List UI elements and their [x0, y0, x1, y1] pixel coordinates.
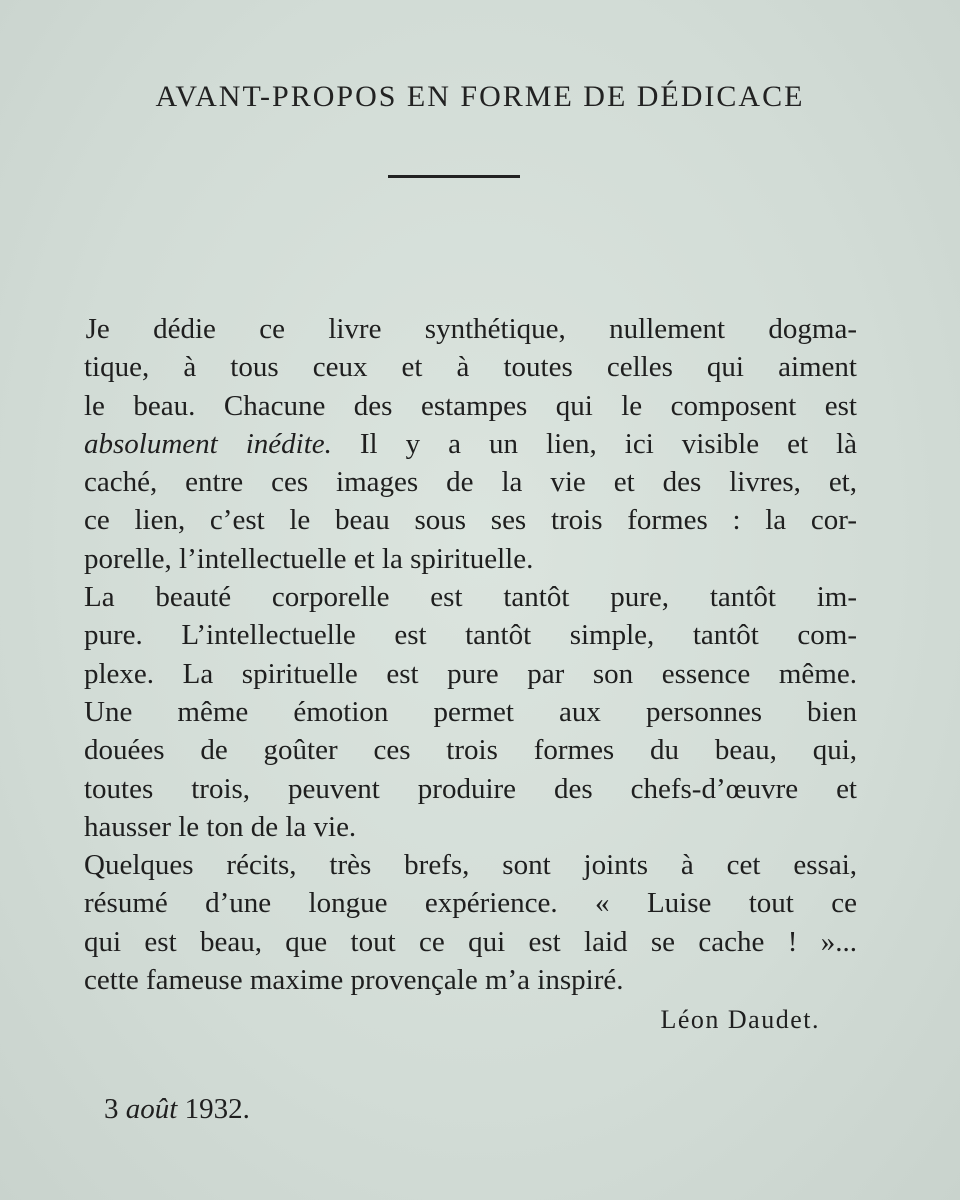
text-line: résumé d’une longue expérience. « Luise tout ce [84, 887, 857, 920]
text-line: qui est beau, que tout ce qui est laid se cache ! »... [84, 925, 857, 958]
text-line: tique, à tous ceux et à toutes celles qui aiment [84, 351, 857, 384]
text-line: plexe. La spirituelle est pure par son essence même. [84, 657, 857, 690]
italic-emphasis: absolument inédite. [84, 427, 332, 460]
dedication-text [84, 310, 857, 999]
title-divider-rule [388, 175, 520, 178]
text-line: La beauté corporelle est tantôt pure, tantôt im- [84, 581, 857, 614]
text-line: hausser le ton de la vie. [84, 810, 357, 843]
text-line: le beau. Chacune des estampes qui le composent est [84, 389, 857, 422]
text-line: cette fameuse maxime provençale m’a inspiré. [84, 964, 624, 997]
text-line: Je dédie ce livre synthétique, nullement dogma- [85, 313, 857, 345]
text-line: Une même émotion permet aux personnes bien [84, 695, 857, 728]
date-month: août [125, 1093, 178, 1125]
page-title: AVANT-PROPOS EN FORME DE DÉDICACE [155, 80, 805, 113]
text-line: porelle, l’intellectuelle et la spirituelle. [84, 542, 534, 575]
text-line: ce lien, c’est le beau sous ses trois formes : la cor- [84, 504, 857, 537]
author-signature: Léon Daudet. [660, 1005, 820, 1034]
date-year: 1932. [184, 1093, 250, 1125]
text-line: pure. L’intellectuelle est tantôt simple, tantôt com- [84, 619, 857, 652]
dedication-date [104, 1093, 250, 1126]
text-line: douées de goûter ces trois formes du beau, qui, [84, 734, 857, 767]
date-day: 3 [104, 1093, 119, 1125]
text-line: Quelques récits, très brefs, sont joints à cet essai, [84, 849, 857, 882]
text-line-rest: Il y a un lien, ici visible et là [331, 427, 857, 460]
text-line: toutes trois, peuvent produire des chefs-d’œuvre et [84, 772, 857, 805]
text-line: caché, entre ces images de la vie et des livres, et, [84, 466, 857, 499]
text-line [84, 425, 857, 463]
